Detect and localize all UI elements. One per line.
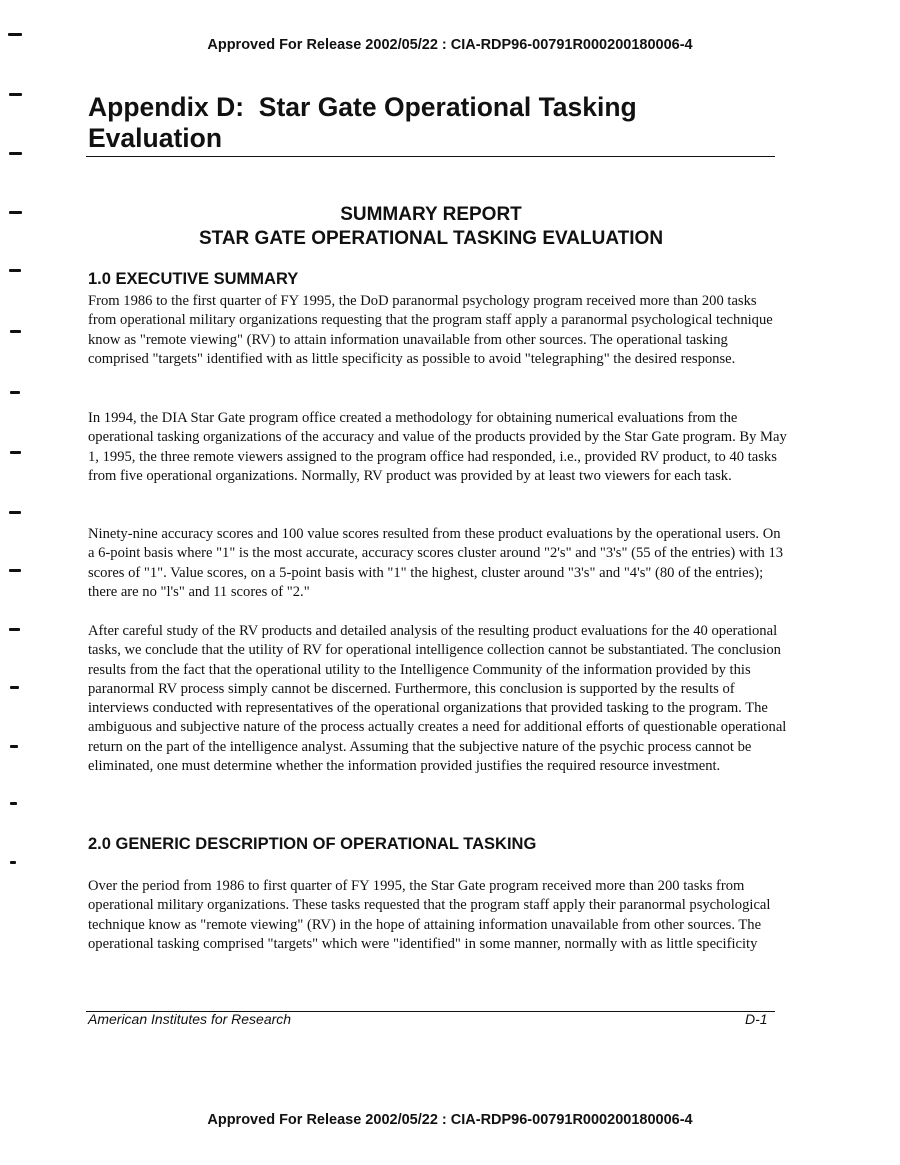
scan-mark — [9, 269, 21, 272]
paragraph: Ninety-nine accuracy scores and 100 value scores resulted from these product evaluations by the operational users. On a 6-point basis where "1" is the most accurate, accuracy scores cluster around "2's" and "3's" (55 of the entries) with 13 scores of "1". Value scores, on a 5-point basis with "1" the highest, cluster around "3's" and "4's" (80 of the entries); there are no "l's" and 11 scores of "2." — [88, 526, 784, 600]
summary-subheading: STAR GATE OPERATIONAL TASKING EVALUATION — [198, 228, 664, 249]
release-footer: Approved For Release 2002/05/22 : CIA-RDP96-00791R000200180006-4 — [207, 1112, 693, 1128]
scan-mark — [10, 330, 21, 333]
scan-mark — [10, 802, 17, 805]
release-header: Approved For Release 2002/05/22 : CIA-RDP96-00791R000200180006-4 — [207, 37, 693, 53]
scan-mark — [10, 861, 16, 864]
scan-mark — [9, 511, 21, 514]
paragraph: Over the period from 1986 to first quarter of FY 1995, the Star Gate program received more than 200 tasks from operational military organizations. These tasks requested that the program staff apply their paranormal psychological technique know as "remote viewing" (RV) in the hope of attaining information unavailable from other sources. The operational tasking comprised "targets" which were "identified" in some manner, normally with as little specificity — [88, 878, 771, 952]
appendix-title — [88, 92, 728, 154]
paragraph: In 1994, the DIA Star Gate program office created a methodology for obtaining numerical evaluations from the operational tasking organizations of the accuracy and value of the products provided by the Star Gate program. By May 1, 1995, the three remote viewers assigned to the program office had responded, i.e., provided RV product, to 40 tasks from five operational organizations. Normally, RV product was provided by at least two viewers for each task. — [88, 410, 787, 484]
scan-mark — [10, 686, 19, 689]
section-heading-generic-description: 2.0 GENERIC DESCRIPTION OF OPERATIONAL TASKING — [88, 835, 537, 853]
scan-mark — [10, 391, 20, 394]
scan-mark — [9, 211, 22, 214]
appendix-title-line1: Appendix D: Star Gate Operational Tasking — [88, 92, 637, 122]
scan-mark — [9, 569, 21, 572]
appendix-title-line2: Evaluation — [88, 123, 223, 153]
scan-mark — [9, 93, 22, 96]
footer-page-number: D-1 — [745, 1011, 768, 1027]
scan-mark — [9, 152, 22, 155]
scan-mark — [10, 451, 21, 454]
paragraph: From 1986 to the first quarter of FY 1995, the DoD paranormal psychology program received more than 200 tasks from operational military organizations requesting that the program staff apply a paranormal psychological technique know as "remote viewing" (RV) to attain information unavailable from other sources. The operational tasking comprised "targets" identified with as little specificity as possible to avoid "telegraphing" the desired response. — [88, 293, 773, 367]
footer-organization: American Institutes for Research — [88, 1011, 292, 1027]
summary-report-heading: SUMMARY REPORT — [340, 204, 522, 225]
paragraph: After careful study of the RV products and detailed analysis of the resulting product evaluations for the 40 operational tasks, we conclude that the utility of RV for operational intelligence collection cannot be substantiated. The conclusion results from the fact that the operational utility to the Intelligence Community of the information provided by this paranormal RV process simply cannot be discerned. Furthermore, this conclusion is supported by the results of interviews conducted with representatives of the operational organizations that provided tasking to the program. The ambiguous and subjective nature of the process actually creates a need for additional efforts of questionable operational return on the part of the intelligence analyst. Assuming that the subjective nature of the psychic process cannot be eliminated, one must determine whether the information provided justifies the required resource investment. — [88, 623, 787, 775]
scan-mark — [10, 745, 18, 748]
scan-mark — [9, 628, 20, 631]
scan-mark — [8, 33, 22, 36]
title-divider — [86, 156, 775, 157]
section-heading-executive-summary: 1.0 EXECUTIVE SUMMARY — [88, 270, 299, 288]
